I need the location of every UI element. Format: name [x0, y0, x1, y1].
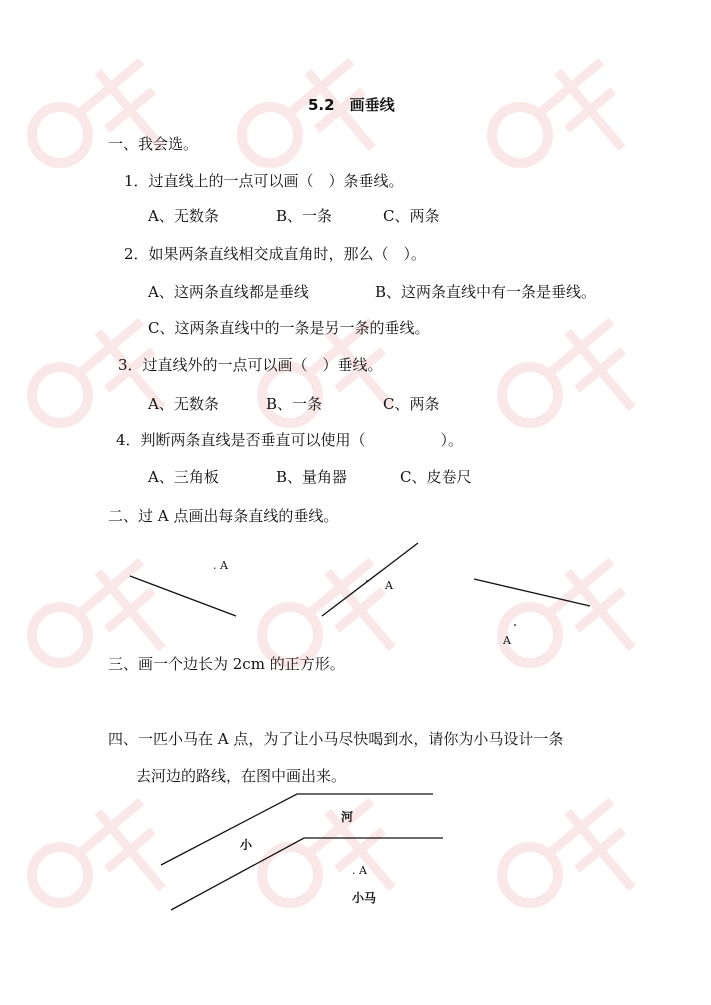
- section2-heading: 二、过 A 点画出每条直线的垂线。: [108, 507, 339, 525]
- q1-option-c: C、两条: [383, 207, 440, 225]
- section4-heading-line1: 四、一匹小马在 A 点，为了让小马尽快喝到水，请你为小马设计一条: [108, 730, 564, 748]
- q3-option-b: B、一条: [266, 395, 323, 413]
- horse-label: 小马: [352, 891, 377, 905]
- point-a-label: A: [385, 579, 393, 592]
- q1-option-a: A、无数条: [148, 207, 219, 225]
- q1-text: 1．过直线上的一点可以画（ ）条垂线。: [124, 172, 404, 190]
- q2-text: 2．如果两条直线相交成直角时，那么（ ）。: [124, 245, 427, 263]
- q3-text: 3．过直线外的一点可以画（ ）垂线。: [118, 356, 383, 374]
- q1-option-b: B、一条: [276, 207, 333, 225]
- page-title: 5.2 画垂线: [308, 96, 395, 114]
- q4-option-c: C、皮卷尺: [400, 468, 472, 486]
- point-a-label: . A: [213, 559, 228, 572]
- section1-heading: 一、我会选。: [108, 135, 199, 153]
- river-bank-lower: [171, 838, 443, 910]
- horse-point-label: . A: [352, 864, 367, 877]
- river-bank-upper: [161, 794, 433, 865]
- q4-option-a: A、三角板: [148, 468, 219, 486]
- q2-option-b: B、这两条直线中有一条是垂线。: [375, 283, 597, 301]
- river-label: 河: [341, 810, 354, 824]
- point-a-label: A: [503, 634, 511, 647]
- q4-text: 4．判断两条直线是否垂直可以使用（ ）。: [116, 431, 464, 449]
- small-label: 小: [240, 838, 253, 852]
- section4-heading-line2: 去河边的路线，在图中画出来。: [136, 767, 347, 785]
- q3-option-c: C、两条: [383, 395, 440, 413]
- section3-heading: 三、画一个边长为 2cm 的正方形。: [108, 655, 345, 673]
- q4-option-b: B、量角器: [276, 468, 348, 486]
- q2-option-c: C、这两条直线中的一条是另一条的垂线。: [148, 319, 430, 337]
- q2-option-a: A、这两条直线都是垂线: [148, 283, 309, 301]
- q3-option-a: A、无数条: [148, 395, 219, 413]
